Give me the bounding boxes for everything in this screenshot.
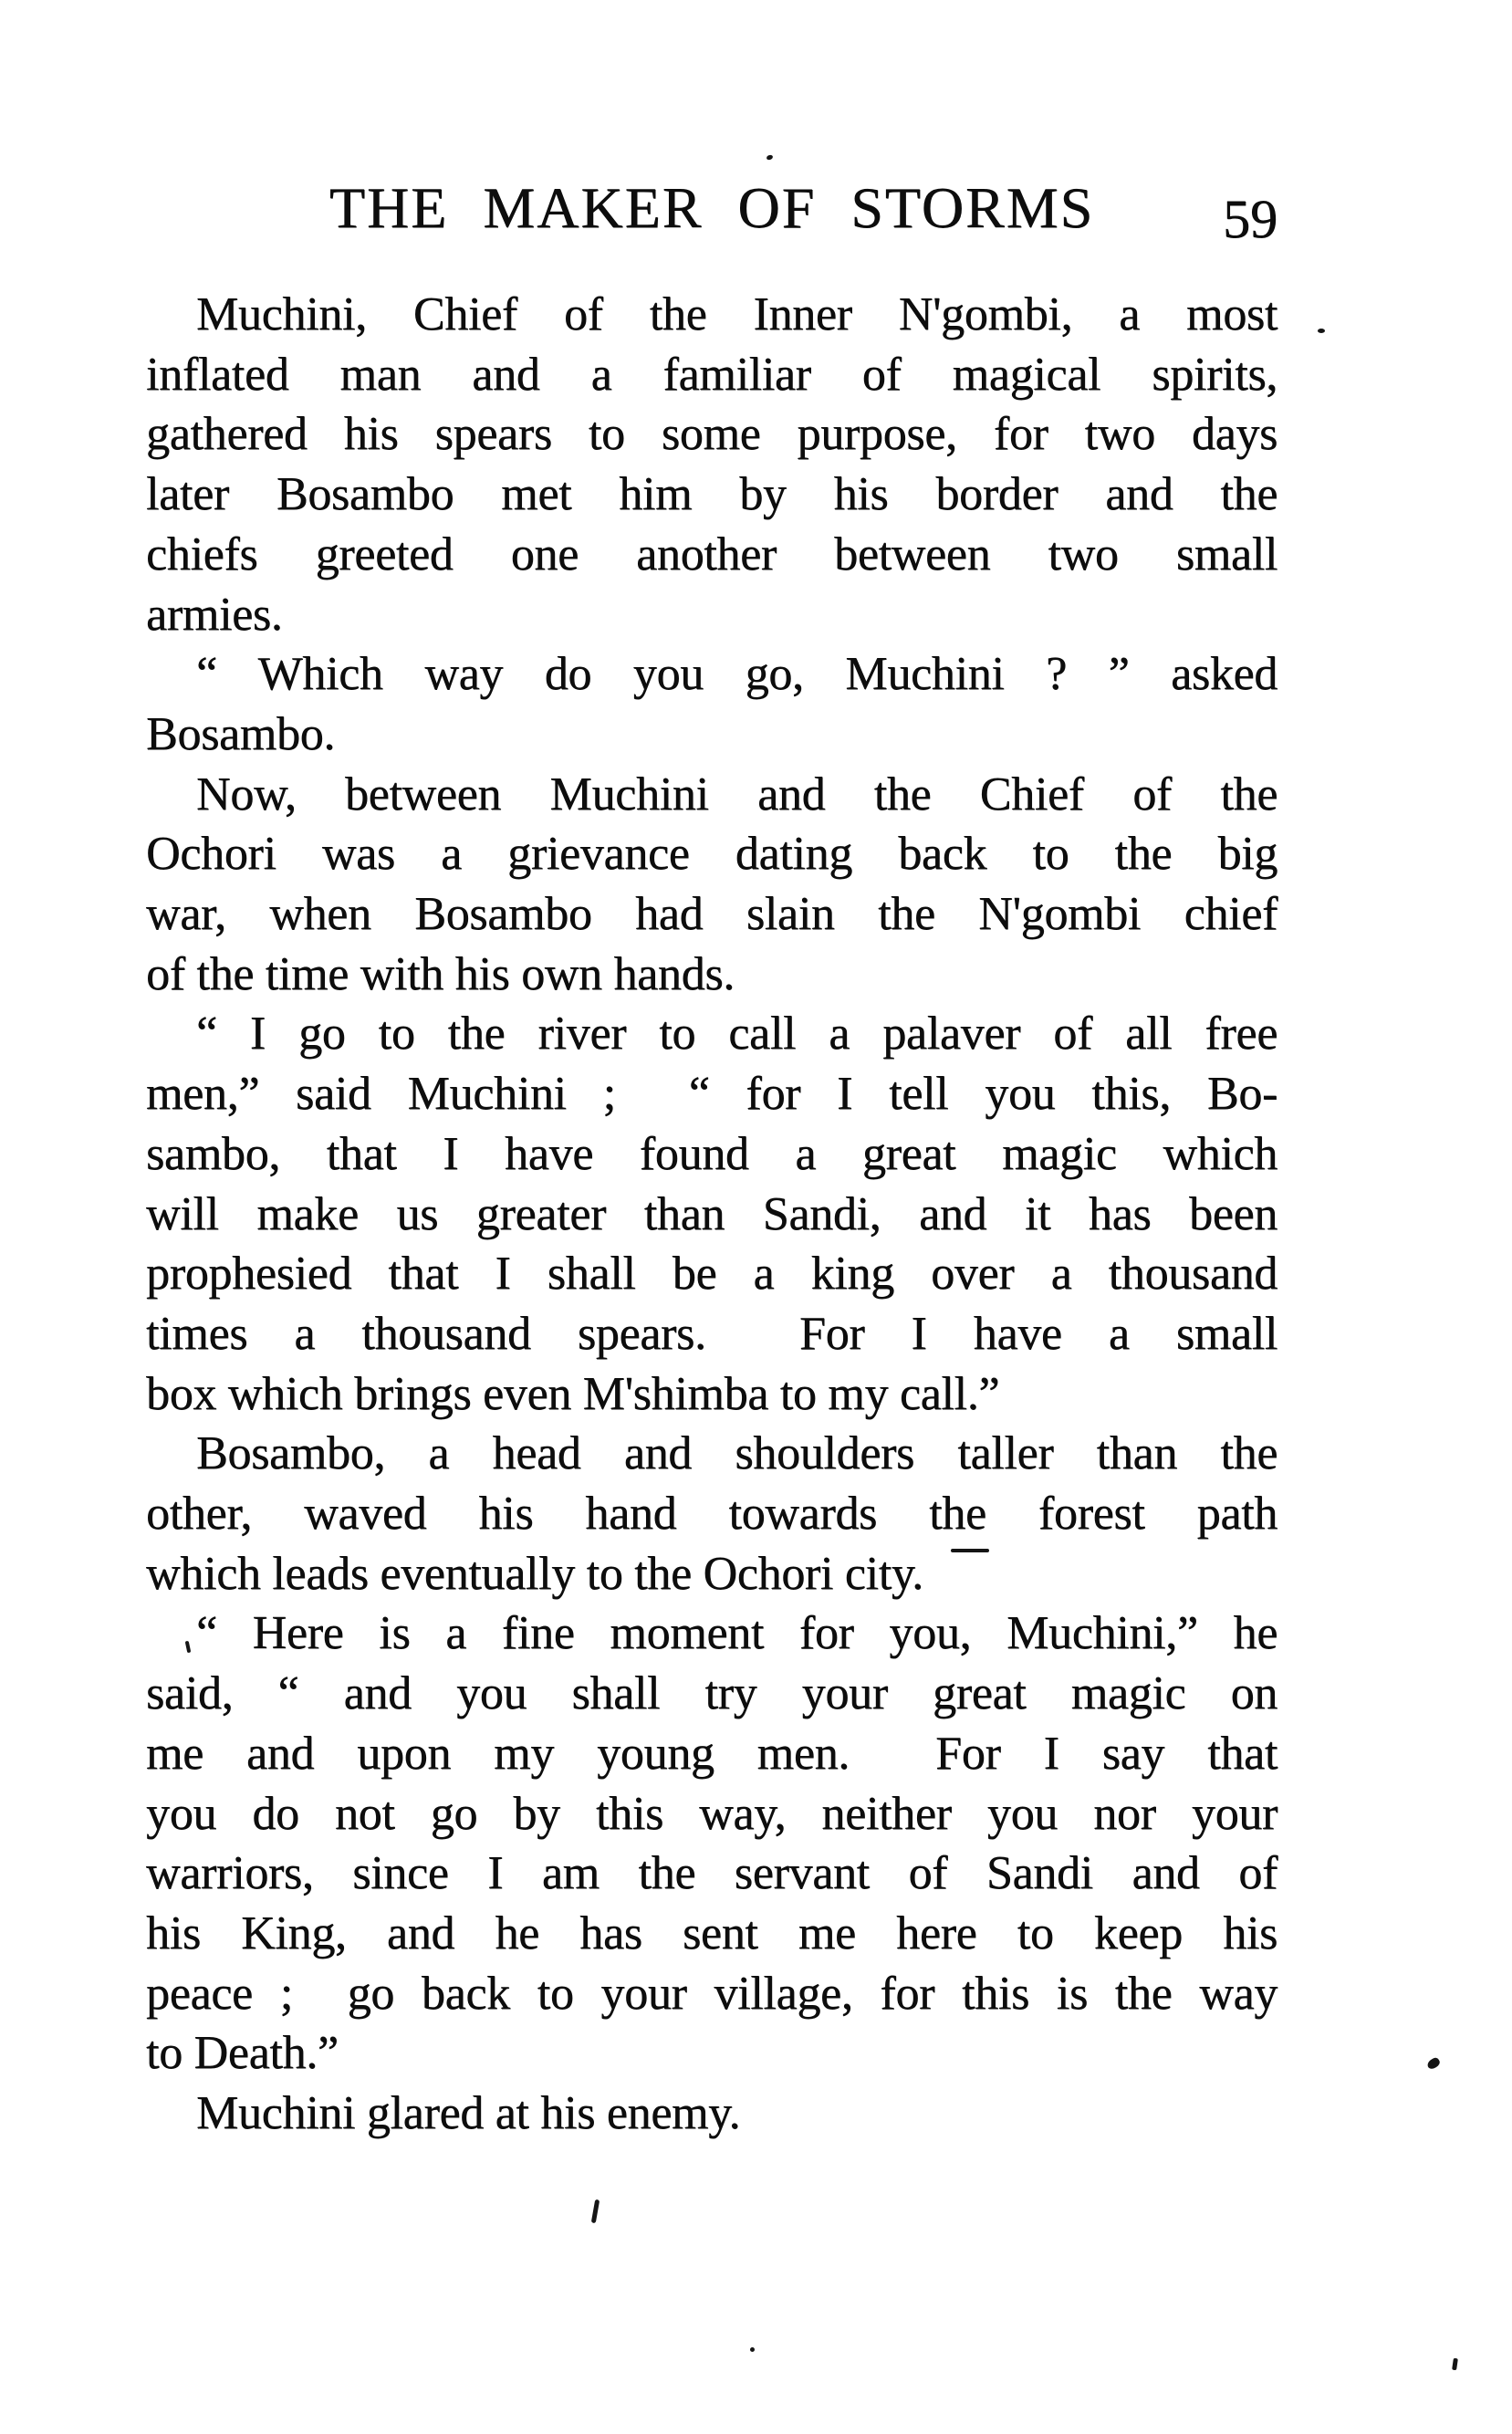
ink-speck: [1425, 2056, 1441, 2071]
paragraph: [146, 2084, 1277, 2144]
ink-speck: [1318, 329, 1325, 333]
paragraph: [146, 765, 1277, 1005]
text-line: war, when Bosambo had slain the N'gombi chief: [146, 888, 1277, 941]
running-head-title: THE MAKER OF STORMS: [328, 175, 1095, 240]
text-line: sambo, that I have found a great magic which: [146, 1127, 1277, 1180]
text-line: Muchini, Chief of the Inner N'gombi, a most: [196, 288, 1277, 340]
paragraph: [146, 285, 1277, 644]
page-body: [146, 285, 1277, 2144]
text-line: Ochori was a grievance dating back to the big: [146, 828, 1277, 881]
text-line: gathered his spears to some purpose, for two days: [146, 408, 1277, 461]
text-line: to Death.”: [146, 2027, 339, 2080]
ink-speck: [766, 154, 773, 161]
paragraph: [146, 1604, 1277, 2084]
ink-speck: [951, 1549, 989, 1552]
ink-speck: [750, 2347, 755, 2352]
text-line: Now, between Muchini and the Chief of the: [196, 768, 1277, 820]
text-line: men,” said Muchini ; “ for I tell you this, Bo-: [146, 1068, 1277, 1121]
page-number: 59: [1223, 189, 1277, 249]
text-line: you do not go by this way, neither you nor your: [146, 1787, 1277, 1840]
text-line: will make us greater than Sandi, and it has been: [146, 1187, 1277, 1240]
text-line: warriors, since I am the servant of Sandi and of: [146, 1847, 1277, 1900]
text-line: box which brings even M'shimba to my call.”: [146, 1367, 1000, 1420]
text-line: armies.: [146, 588, 283, 641]
text-line: prophesied that I shall be a king over a thousand: [146, 1248, 1277, 1301]
text-line: said, “ and you shall try your great magic on: [146, 1667, 1277, 1720]
paragraph: [146, 1004, 1277, 1424]
ink-speck: [1452, 2358, 1458, 2371]
text-line: chiefs greeted one another between two small: [146, 528, 1277, 580]
text-line: Bosambo.: [146, 707, 336, 760]
text-line: me and upon my young men. For I say that: [146, 1727, 1277, 1780]
text-line: his King, and he has sent me here to keep his: [146, 1906, 1277, 1959]
text-line: of the time with his own hands.: [146, 947, 735, 1000]
text-line: “ I go to the river to call a palaver of all free: [196, 1008, 1277, 1060]
text-line: peace ; go back to your village, for this is the way: [146, 1967, 1277, 2020]
paragraph: [146, 644, 1277, 764]
text-line: other, waved his hand towards the forest path: [146, 1488, 1277, 1541]
text-line: inflated man and a familiar of magical spirits,: [146, 348, 1277, 401]
text-line: Bosambo, a head and shoulders taller than the: [196, 1427, 1277, 1480]
text-line: later Bosambo met him by his border and the: [146, 468, 1277, 521]
text-line: Muchini glared at his enemy.: [196, 2087, 741, 2140]
text-line: “ Which way do you go, Muchini ? ” asked: [196, 648, 1277, 701]
paragraph: [146, 1424, 1277, 1604]
ink-speck: [591, 2199, 600, 2223]
text-line: “ Here is a fine moment for you, Muchini,” he: [196, 1607, 1277, 1660]
text-line: which leads eventually to the Ochori city.: [146, 1547, 923, 1600]
text-line: times a thousand spears. For I have a small: [146, 1307, 1277, 1360]
